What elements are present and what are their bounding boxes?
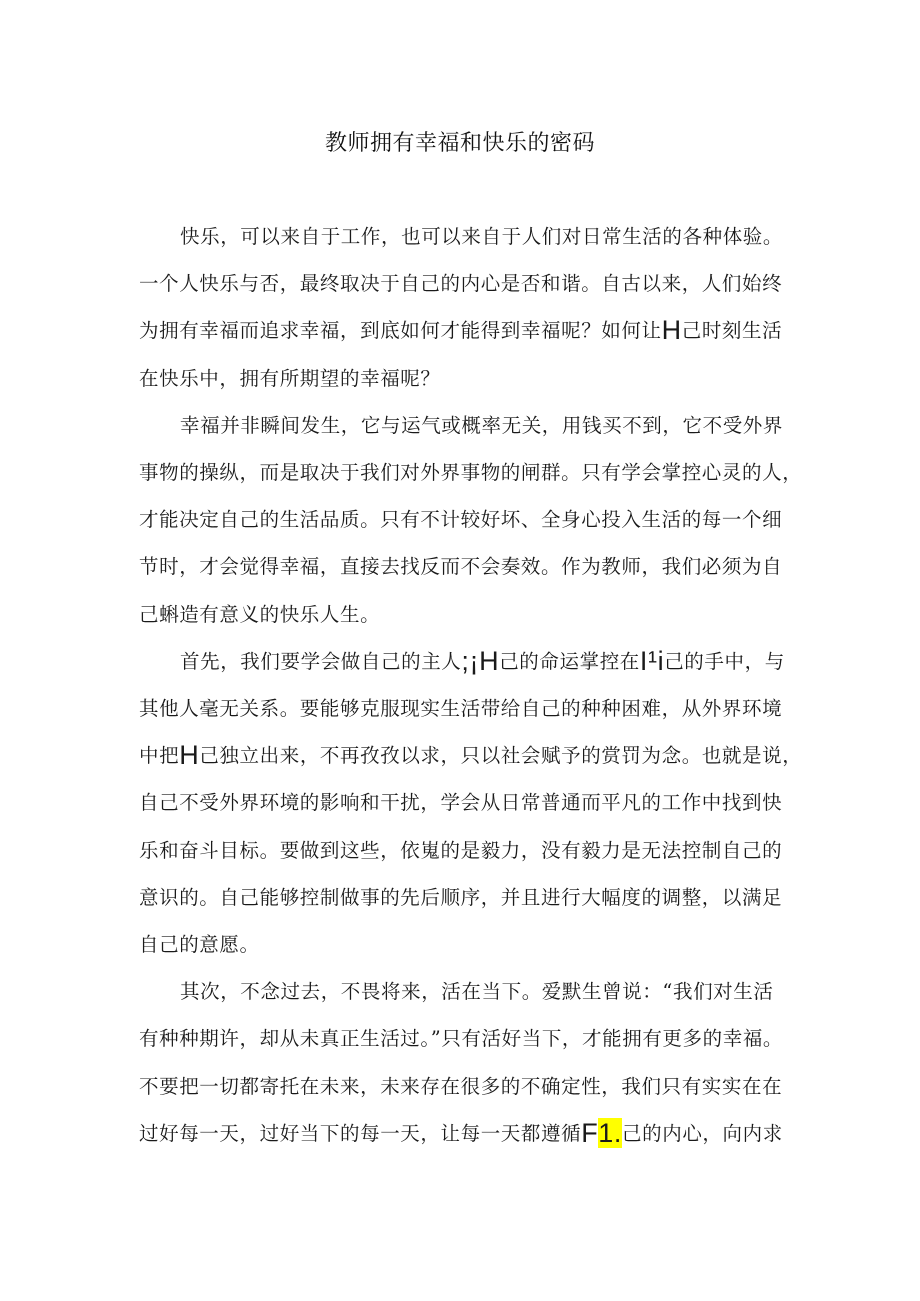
text-segment: 其次，不念过去，不畏将来，活在当下。爱默生曾说：“我们对生活	[180, 980, 774, 1004]
ocr-glyph: F	[581, 1117, 599, 1148]
text-segment: 己的手中，与	[664, 649, 785, 673]
text-line	[139, 597, 380, 633]
text-segment: 意识的。自己能够控制做事的先后顺序，并且进行大幅度的调整，以满足	[139, 885, 783, 909]
text-line	[139, 313, 782, 349]
text-segment: 在快乐中，拥有所期望的幸福呢？	[139, 366, 441, 390]
text-line	[139, 785, 782, 821]
text-segment: 过好每一天，过好当下的每一天，让每一天都遵循	[139, 1121, 582, 1145]
text-segment: 为拥有幸福而追求幸福，到底如何才能得到幸福呢？如何让	[139, 319, 662, 343]
text-line	[139, 1021, 783, 1057]
text-segment: 事物的操纵，而是取决于我们对外界事物的闸群。只有学会掌控心灵的人，	[139, 461, 803, 484]
text-line	[139, 880, 782, 916]
text-line	[180, 408, 783, 444]
text-segment: 己的内心，向内求	[622, 1121, 783, 1145]
text-segment: 自己不受外界环境的影响和干扰，学会从日常普通而平凡的工作中找到快	[139, 791, 783, 815]
text-segment: 首先，我们要学会做自己的主人	[180, 649, 462, 673]
ocr-glyph: H	[179, 740, 200, 771]
text-line	[139, 1069, 782, 1105]
text-line	[139, 691, 782, 727]
text-line	[139, 502, 782, 538]
text-line	[139, 1116, 783, 1152]
text-segment: 一个人快乐与否，最终取决于自己的内心是否和谐。自古以来，人们始终	[139, 272, 783, 296]
text-line	[180, 974, 773, 1010]
text-segment: 节时，才会觉得幸福，直接去找反而不会奏效。作为教师，我们必须为自	[139, 555, 783, 579]
text-segment: 己独立出来，不再孜孜以求，只以社会赋予的赏罚为念。也就是说，	[199, 744, 803, 768]
text-segment: 中把	[139, 744, 180, 768]
text-line	[180, 219, 783, 255]
text-segment: 其他人毫无关系。要能够克服现实生活带给自己的种种困难，从外界环境	[139, 697, 783, 720]
text-line	[139, 927, 260, 963]
text-line	[139, 833, 782, 869]
text-segment: 自己的意愿。	[139, 933, 260, 956]
text-segment: 己的命运掌控在	[499, 649, 640, 673]
text-line	[139, 361, 441, 397]
text-segment: 不要把一切都寄托在未来，未来存在很多的不确定性，我们只有实实在在	[139, 1074, 783, 1098]
text-segment: 有种种期许，却从未真正生活过。”只有活好当下，才能拥有更多的幸福。	[139, 1027, 784, 1051]
ocr-glyph: H	[661, 315, 682, 346]
text-line	[139, 455, 802, 491]
highlighted-glyph: 1.	[598, 1117, 623, 1148]
text-line	[139, 266, 782, 302]
text-segment: 乐和奋斗目标。要做到这些，依嵬的是毅力，没有毅力是无法控制自己的	[139, 838, 783, 862]
text-line	[139, 738, 802, 774]
text-line	[139, 549, 782, 585]
text-segment: 才能决定自己的生活品质。只有不计较好坏、全身心投入生活的每一个细	[139, 508, 783, 532]
text-segment: 己时刻生活	[681, 319, 783, 343]
text-segment: 快乐，可以来自于工作，也可以来自于人们对日常生活的各种体验。	[180, 225, 784, 248]
ocr-glyph: ;¡H	[461, 645, 500, 676]
text-segment: 己蝌造有意义的快乐人生。	[139, 602, 381, 626]
text-line	[180, 644, 785, 680]
document-title: 教师拥有幸福和快乐的密码	[324, 131, 595, 156]
ocr-glyph: I¹i	[639, 645, 665, 676]
text-segment: 幸福并非瞬间发生，它与运气或概率无关，用钱买不到，它不受外界	[180, 413, 784, 437]
